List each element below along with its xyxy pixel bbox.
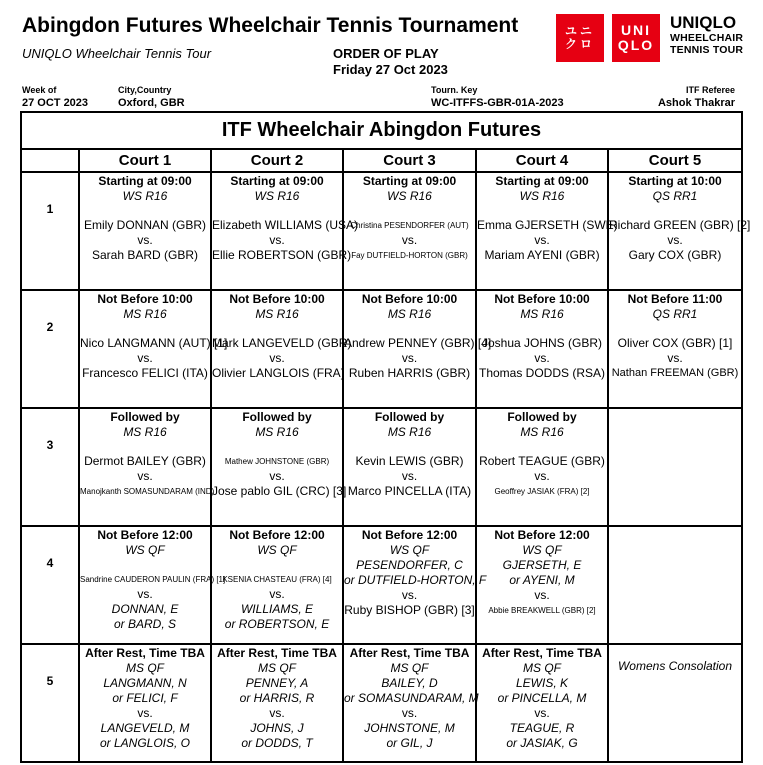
match-cell xyxy=(80,291,228,409)
match-event: MS QF xyxy=(258,661,296,675)
spacer xyxy=(609,322,741,336)
spacer xyxy=(344,440,475,454)
match-cell xyxy=(212,645,344,763)
versus-label: vs. xyxy=(269,587,285,601)
player-name: JOHNSTONE, M xyxy=(364,721,455,735)
versus-label: vs. xyxy=(534,706,550,720)
match-cell xyxy=(212,173,359,291)
player-name: LANGEVELD, M xyxy=(100,721,190,735)
uniqlo-katakana-logo xyxy=(556,14,604,62)
logo2-text-top: UNI xyxy=(620,22,652,38)
match-time: After Rest, Time TBA xyxy=(482,646,602,660)
player-name: Elizabeth WILLIAMS (USA) xyxy=(212,218,359,232)
city-label: City,Country xyxy=(118,85,172,95)
player-name: or PINCELLA, M xyxy=(497,691,587,705)
versus-label: vs. xyxy=(137,233,153,247)
player-name: or ROBERTSON, E xyxy=(224,617,330,631)
player-name: Joshua JOHNS (GBR) xyxy=(481,336,603,350)
player-name: Ruben HARRIS (GBR) xyxy=(348,366,471,380)
player-name: Sarah BARD (GBR) xyxy=(91,248,199,262)
match-cell xyxy=(344,645,477,763)
match-event: MS R16 xyxy=(520,307,564,321)
match-time: Starting at 10:00 xyxy=(628,174,722,188)
player-name: GJERSETH, E xyxy=(502,558,582,572)
match-time: After Rest, Time TBA xyxy=(217,646,337,660)
match-event: WS R16 xyxy=(519,189,565,203)
versus-label: vs. xyxy=(401,706,418,720)
key-info xyxy=(431,85,564,109)
versus-label: vs. xyxy=(534,351,550,365)
player-name: Oliver COX (GBR) [1] xyxy=(617,336,733,350)
match-time: Not Before 10:00 xyxy=(97,292,193,306)
match-event: MS R16 xyxy=(520,425,564,439)
row-number: 1 xyxy=(22,173,80,291)
spacer xyxy=(80,440,210,454)
versus-label: vs. xyxy=(534,588,550,602)
player-name: KSENIA CHASTEAU (FRA) [4] xyxy=(222,575,332,584)
spacer xyxy=(212,322,342,336)
versus-label: vs. xyxy=(667,351,683,365)
versus-label: vs. xyxy=(534,233,550,247)
row-number: 5 xyxy=(22,645,80,763)
brand-wordmark xyxy=(670,14,743,56)
player-name: Dermot BAILEY (GBR) xyxy=(84,454,206,468)
match-time: Starting at 09:00 xyxy=(495,174,589,188)
player-name: or LANGLOIS, O xyxy=(99,736,191,750)
match-event: WS R16 xyxy=(122,189,168,203)
row-number: 3 xyxy=(22,409,80,527)
match-event: MS QF xyxy=(126,661,164,675)
order-of-play-title: ORDER OF PLAY xyxy=(333,46,439,61)
versus-label: vs. xyxy=(401,588,418,602)
week-value: 27 OCT 2023 xyxy=(22,97,89,109)
versus-label: vs. xyxy=(137,706,153,720)
brand-line-1: UNIQLO xyxy=(670,13,737,32)
match-cell xyxy=(344,409,477,527)
match-cell xyxy=(344,291,492,409)
match-cell xyxy=(212,291,352,409)
spacer xyxy=(477,322,607,336)
match-event: MS R16 xyxy=(123,425,167,439)
match-event: WS QF xyxy=(522,543,562,557)
versus-label: vs. xyxy=(401,469,418,483)
player-name: Kevin LEWIS (GBR) xyxy=(355,454,464,468)
city-value: Oxford, GBR xyxy=(118,97,185,109)
match-cell xyxy=(80,645,212,763)
player-name: Manojkanth SOMASUNDARAM (IND) xyxy=(80,487,215,496)
versus-label: vs. xyxy=(137,587,153,601)
court-header-2: Court 2 xyxy=(212,150,344,173)
match-cell xyxy=(344,527,487,645)
match-time: Not Before 12:00 xyxy=(97,528,193,542)
brand-line-3: TENNIS TOUR xyxy=(670,44,744,56)
player-name: Ellie ROBERTSON (GBR) xyxy=(212,248,352,262)
player-name: Francesco FELICI (ITA) xyxy=(82,366,208,380)
versus-label: vs. xyxy=(269,706,285,720)
player-name: PENNEY, A xyxy=(245,676,309,690)
spacer xyxy=(477,204,607,218)
court-header-3: Court 3 xyxy=(344,150,477,173)
spacer xyxy=(344,204,475,218)
referee-value: Ashok Thakrar xyxy=(657,97,735,109)
court-header-5: Court 5 xyxy=(609,150,743,173)
player-name: or DODDS, T xyxy=(241,736,313,750)
player-name: Fay DUTFIELD-HORTON (GBR) xyxy=(351,251,468,260)
player-name: Mariam AYENI (GBR) xyxy=(484,248,600,262)
versus-label: vs. xyxy=(269,233,285,247)
player-name: or DUTFIELD-HORTON, F xyxy=(344,573,487,587)
order-of-play xyxy=(333,46,448,78)
player-name: Abbie BREAKWELL (GBR) [2] xyxy=(488,606,596,615)
player-name: Marco PINCELLA (ITA) xyxy=(347,484,472,498)
spacer xyxy=(80,322,210,336)
row-number: 2 xyxy=(22,291,80,409)
player-name: Gary COX (GBR) xyxy=(628,248,722,262)
player-name: TEAGUE, R xyxy=(509,721,575,735)
row-number: 4 xyxy=(22,527,80,645)
match-time: Not Before 12:00 xyxy=(494,528,590,542)
versus-label: vs. xyxy=(401,233,418,247)
referee-label: ITF Referee xyxy=(685,85,735,95)
player-name: or FELICI, F xyxy=(112,691,178,705)
player-name: Mathew JOHNSTONE (GBR) xyxy=(224,457,330,466)
versus-label: vs. xyxy=(401,351,418,365)
player-name: WILLIAMS, E xyxy=(240,602,314,616)
versus-label: vs. xyxy=(137,351,153,365)
week-label: Week of xyxy=(22,85,57,95)
match-cell xyxy=(609,409,743,527)
versus-label: vs. xyxy=(534,469,550,483)
match-cell xyxy=(477,409,609,527)
schedule-grid xyxy=(20,150,751,763)
player-name: or HARRIS, R xyxy=(239,691,315,705)
match-time: Starting at 09:00 xyxy=(98,174,192,188)
spacer xyxy=(80,204,210,218)
match-time: Not Before 11:00 xyxy=(627,292,723,306)
match-event: MS R16 xyxy=(387,307,432,321)
match-cell xyxy=(80,409,215,527)
match-event: MS QF xyxy=(523,661,561,675)
match-time: Starting at 09:00 xyxy=(362,174,457,188)
player-name: or GIL, J xyxy=(386,736,433,750)
logo-text-top: ユニ xyxy=(564,24,595,38)
order-of-play-date: Friday 27 Oct 2023 xyxy=(333,62,448,77)
player-name: Emily DONNAN (GBR) xyxy=(84,218,206,232)
spacer xyxy=(212,204,342,218)
player-name: or AYENI, M xyxy=(509,573,575,587)
match-cell xyxy=(80,173,212,291)
spacer xyxy=(212,440,342,454)
city-info xyxy=(118,85,185,109)
court-header-blank xyxy=(22,150,80,173)
match-cell xyxy=(212,527,344,645)
match-event: MS QF xyxy=(390,661,429,675)
player-name: Emma GJERSETH (SWE) xyxy=(477,218,618,232)
week-info xyxy=(22,85,88,109)
match-cell xyxy=(609,173,751,291)
match-time: Not Before 10:00 xyxy=(229,292,325,306)
spacer xyxy=(477,440,607,454)
player-name: Sandrine CAUDERON PAULIN (FRA) [1] xyxy=(80,575,226,584)
player-name: Robert TEAGUE (GBR) xyxy=(479,454,605,468)
match-time: Followed by xyxy=(242,410,312,424)
match-event: WS QF xyxy=(125,543,165,557)
player-name: DONNAN, E xyxy=(111,602,179,616)
player-name: Geoffrey JASIAK (FRA) [2] xyxy=(494,487,590,496)
player-name: BAILEY, D xyxy=(381,676,438,690)
player-name: Richard GREEN (GBR) [2] xyxy=(609,218,751,232)
uniqlo-logo xyxy=(612,14,660,62)
versus-label: vs. xyxy=(269,351,285,365)
match-cell xyxy=(344,173,477,291)
key-label: Tourn. Key xyxy=(431,85,478,95)
match-cell xyxy=(212,409,347,527)
match-event: MS R16 xyxy=(387,425,432,439)
match-cell xyxy=(477,173,618,291)
referee-info xyxy=(658,85,735,109)
versus-label: vs. xyxy=(269,469,285,483)
match-note: Womens Consolation xyxy=(617,659,733,673)
player-name: Olivier LANGLOIS (FRA) xyxy=(212,366,345,380)
match-time: Not Before 12:00 xyxy=(361,528,458,542)
logo-text-bottom: クロ xyxy=(564,37,595,51)
match-cell xyxy=(477,527,609,645)
player-name: Thomas DODDS (RSA) xyxy=(478,366,606,380)
match-time: Not Before 12:00 xyxy=(229,528,325,542)
match-time: After Rest, Time TBA xyxy=(349,646,470,660)
brand-line-2: WHEELCHAIR xyxy=(670,32,744,44)
spacer xyxy=(212,558,342,572)
match-event: QS RR1 xyxy=(652,189,698,203)
match-event: MS R16 xyxy=(255,307,299,321)
match-event: WS R16 xyxy=(387,189,432,203)
match-event: QS RR1 xyxy=(652,307,698,321)
player-name: LEWIS, K xyxy=(515,676,568,690)
match-cell xyxy=(80,527,226,645)
spacer xyxy=(80,558,210,572)
match-time: Followed by xyxy=(374,410,445,424)
match-event: MS R16 xyxy=(255,425,299,439)
match-event: MS R16 xyxy=(123,307,167,321)
tournament-title: Abingdon Futures Wheelchair Tennis Tournament xyxy=(22,14,519,37)
match-cell xyxy=(477,645,609,763)
match-cell xyxy=(477,291,609,409)
player-name: or SOMASUNDARAM, M xyxy=(344,691,479,705)
player-name: PESENDORFER, C xyxy=(356,558,463,572)
match-cell xyxy=(609,291,743,409)
match-event: WS QF xyxy=(257,543,297,557)
player-name: Christina PESENDORFER (AUT) xyxy=(350,221,469,230)
order-of-play-table xyxy=(20,111,751,765)
player-name: Nico LANGMANN (AUT) [1] xyxy=(80,336,228,350)
match-time: Followed by xyxy=(507,410,577,424)
player-name: Jose pablo GIL (CRC) [3] xyxy=(212,484,347,498)
match-time: Followed by xyxy=(110,410,180,424)
player-name: JOHNS, J xyxy=(250,721,304,735)
tour-subtitle: UNIQLO Wheelchair Tennis Tour xyxy=(22,46,212,61)
match-time: Not Before 10:00 xyxy=(494,292,590,306)
match-time: Not Before 10:00 xyxy=(361,292,458,306)
player-name: or JASIAK, G xyxy=(506,736,578,750)
key-value: WC-ITFFS-GBR-01A-2023 xyxy=(431,97,564,109)
match-cell xyxy=(609,645,743,763)
versus-label: vs. xyxy=(667,233,683,247)
table-title: ITF Wheelchair Abingdon Futures xyxy=(20,111,743,150)
match-cell xyxy=(609,527,743,645)
player-name: Mark LANGEVELD (GBR) xyxy=(212,336,352,350)
player-name: Nathan FREEMAN (GBR) xyxy=(611,367,739,379)
player-name: Ruby BISHOP (GBR) [3] xyxy=(344,603,475,617)
player-name: or BARD, S xyxy=(113,617,176,631)
spacer xyxy=(344,322,475,336)
player-name: Andrew PENNEY (GBR) [4] xyxy=(344,336,492,350)
spacer xyxy=(609,204,741,218)
court-header-1: Court 1 xyxy=(80,150,212,173)
match-event: WS QF xyxy=(389,543,430,557)
versus-label: vs. xyxy=(137,469,153,483)
match-time: Starting at 09:00 xyxy=(230,174,324,188)
logo2-text-bottom: QLO xyxy=(617,37,655,53)
match-time: After Rest, Time TBA xyxy=(85,646,205,660)
court-header-4: Court 4 xyxy=(477,150,609,173)
player-name: LANGMANN, N xyxy=(103,676,187,690)
match-event: WS R16 xyxy=(254,189,300,203)
